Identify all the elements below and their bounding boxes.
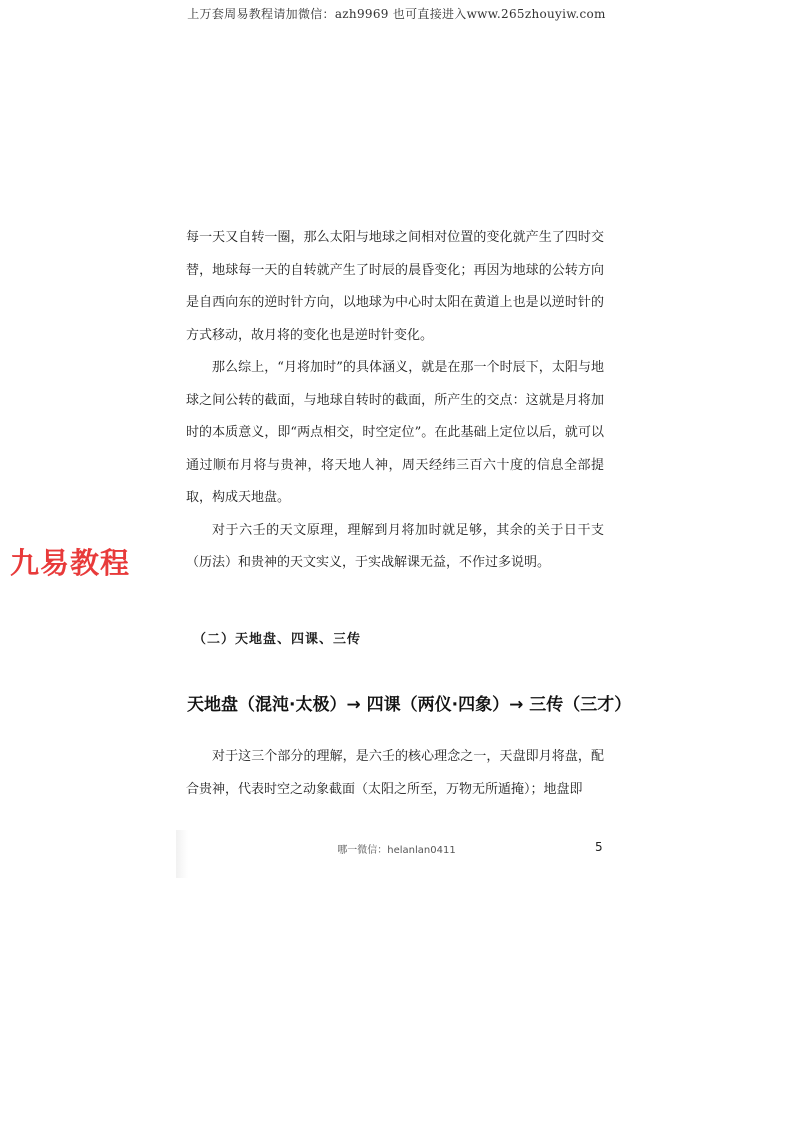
paragraph: 对于这三个部分的理解，是六壬的核心理念之一，天盘即月将盘，配合贵神，代表时空之动象截面（太阳之所至，万物无所遁掩）；地盘即 bbox=[186, 749, 604, 797]
paragraph: 对于六壬的天文原理，理解到月将加时就足够，其余的关于日干支（历法）和贵神的天文实义，于实战解课无益，不作过多说明。 bbox=[186, 522, 604, 570]
body-text-block bbox=[186, 222, 604, 580]
page-header-banner: 上万套周易教程请加微信：azh9969 也可直接进入www.265zhouyiw.com bbox=[187, 7, 606, 21]
section-heading: （二）天地盘、四课、三传 bbox=[193, 632, 362, 647]
flow-diagram-heading: 天地盘（混沌·太极）→ 四课（两仪·四象）→ 三传（三才） bbox=[187, 695, 632, 715]
paragraph: 每一天又自转一圈，那么太阳与地球之间相对位置的变化就产生了四时交替，地球每一天的自转就产生了时辰的晨昏变化；再因为地球的公转方向是自西向东的逆时针方向，以地球为中心时太阳在黄道上也是以逆时针的方式移动，故月将的变化也是逆时针变化。 bbox=[186, 230, 604, 343]
body-text-block bbox=[186, 741, 604, 806]
footer-contact: 哪一微信：helanlan0411 bbox=[337, 845, 456, 856]
paragraph: 那么综上，“月将加时”的具体涵义，就是在那一个时辰下，太阳与地球之间公转的截面，与地球自转时的截面，所产生的交点：这就是月将加时的本质意义，即“两点相交，时空定位”。在此基础上定位以后，就可以通过顺布月将与贵神，将天地人神，周天经纬三百六十度的信息全部提取，构成天地盘。 bbox=[186, 360, 604, 505]
page-number: 5 bbox=[595, 840, 603, 854]
watermark-logo: 九易教程 bbox=[10, 546, 131, 580]
